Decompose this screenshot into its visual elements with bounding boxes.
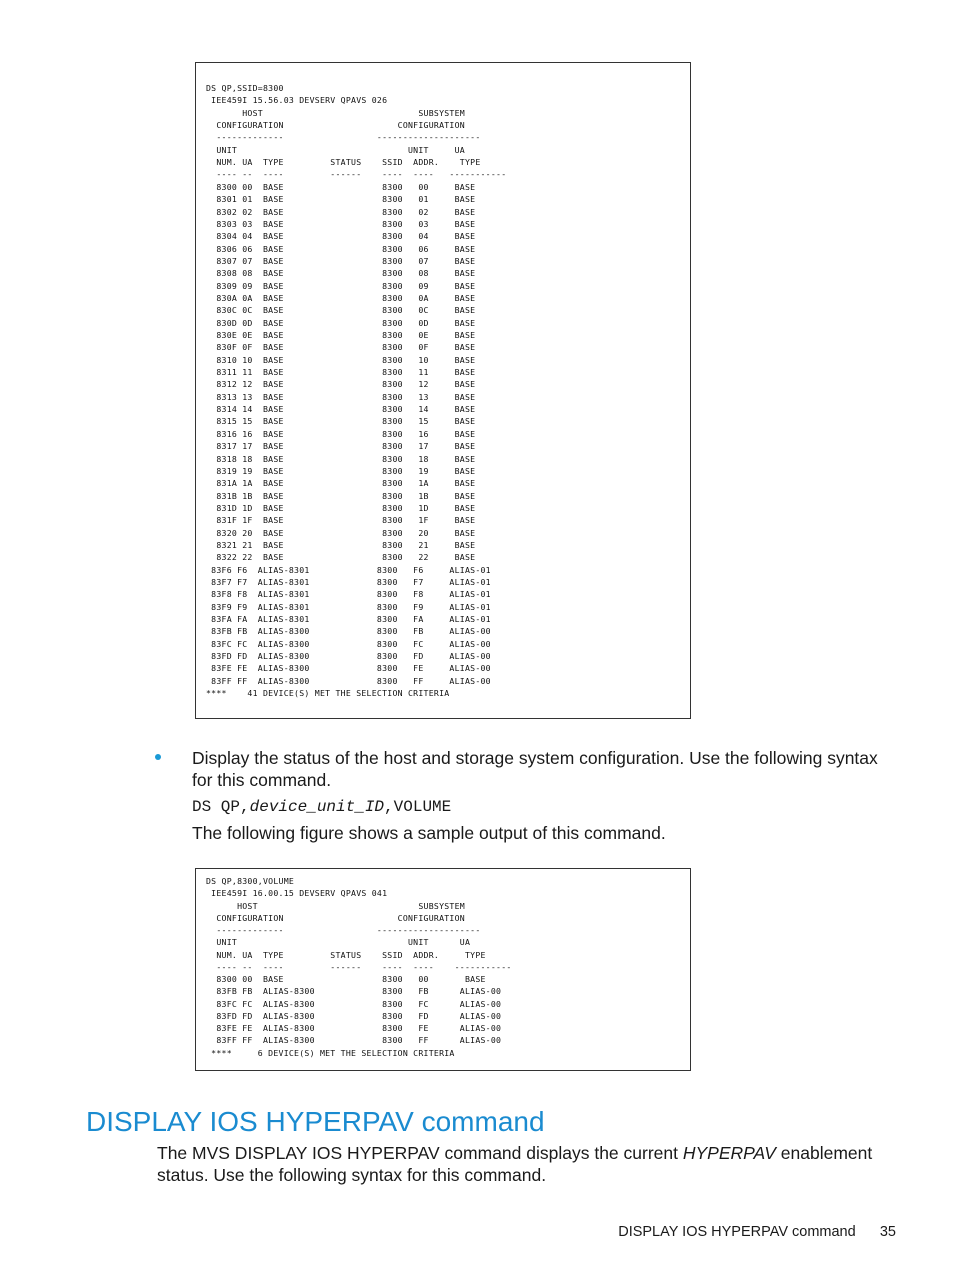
output-line: 83FD FD ALIAS-8300 8300 FD ALIAS-00 xyxy=(206,651,491,662)
output-line: 8308 08 BASE 8300 08 BASE xyxy=(206,268,476,279)
output-line: 8312 12 BASE 8300 12 BASE xyxy=(206,379,476,390)
output-line: 831B 1B BASE 8300 1B BASE xyxy=(206,490,476,501)
output-line: 8315 15 BASE 8300 15 BASE xyxy=(206,416,476,427)
output-line: 83FB FB ALIAS-8300 8300 FB ALIAS-00 xyxy=(206,986,502,997)
output-line: 8320 20 BASE 8300 20 BASE xyxy=(206,527,476,538)
output-line: UNIT UNIT UA xyxy=(206,144,465,155)
output-line: ---- -- ---- ------ ---- ---- ----------- xyxy=(206,169,507,180)
footer-title: DISPLAY IOS HYPERPAV command xyxy=(618,1224,856,1240)
output-line: 8322 22 BASE 8300 22 BASE xyxy=(206,552,476,563)
output-line: 8307 07 BASE 8300 07 BASE xyxy=(206,255,476,266)
output-line: 831F 1F BASE 8300 1F BASE xyxy=(206,515,476,526)
command-output-figure-2 xyxy=(195,868,691,1071)
output-line: 830A 0A BASE 8300 0A BASE xyxy=(206,292,476,303)
output-line: 83FB FB ALIAS-8300 8300 FB ALIAS-00 xyxy=(206,626,491,637)
output-line: HOST SUBSYSTEM xyxy=(206,900,465,911)
page-footer xyxy=(618,1222,896,1242)
output-line: ------------- -------------------- xyxy=(206,925,481,935)
output-line: DS QP,SSID=8300 xyxy=(206,83,284,93)
command-syntax xyxy=(192,797,451,817)
output-line: DS QP,8300,VOLUME xyxy=(206,876,295,886)
output-line: ---- -- ---- ------ ---- ---- ----------- xyxy=(206,961,512,972)
output-line: 8318 18 BASE 8300 18 BASE xyxy=(206,453,476,464)
output-line: 83FD FD ALIAS-8300 8300 FD ALIAS-00 xyxy=(206,1010,502,1021)
output-line: 83F7 F7 ALIAS-8301 8300 F7 ALIAS-01 xyxy=(206,577,491,587)
command-output-figure-1 xyxy=(195,62,691,719)
output-line: **** 41 DEVICE(S) MET THE SELECTION CRITERIA xyxy=(206,688,450,699)
output-line: 8319 19 BASE 8300 19 BASE xyxy=(206,465,476,476)
output-line: IEE459I 15.56.03 DEVSERV QPAVS 026 xyxy=(206,95,388,106)
output-line: 83FE FE ALIAS-8300 8300 FE ALIAS-00 xyxy=(206,663,491,674)
output-line: IEE459I 16.00.15 DEVSERV QPAVS 041 xyxy=(206,888,388,899)
output-line: 8314 14 BASE 8300 14 BASE xyxy=(206,404,476,415)
output-line: 83F6 F6 ALIAS-8301 8300 F6 ALIAS-01 xyxy=(206,564,491,575)
output-line: 830C 0C BASE 8300 0C BASE xyxy=(206,305,476,316)
output-line: 830E 0E BASE 8300 0E BASE xyxy=(206,330,476,340)
output-line: ------------- -------------------- xyxy=(206,132,481,143)
output-line: NUM. UA TYPE STATUS SSID ADDR. TYPE xyxy=(206,157,481,168)
output-line: 83FC FC ALIAS-8300 8300 FC ALIAS-00 xyxy=(206,998,502,1009)
figure-intro-text: The following figure shows a sample output of this command. xyxy=(192,823,666,843)
output-line: 8301 01 BASE 8300 01 BASE xyxy=(206,194,476,205)
section-heading: DISPLAY IOS HYPERPAV command xyxy=(86,1106,545,1137)
output-line: 8317 17 BASE 8300 17 BASE xyxy=(206,441,476,452)
syntax-suffix: ,VOLUME xyxy=(384,798,452,816)
output-line: 8303 03 BASE 8300 03 BASE xyxy=(206,218,476,229)
output-line: 83F9 F9 ALIAS-8301 8300 F9 ALIAS-01 xyxy=(206,601,491,612)
output-line: 8306 06 BASE 8300 06 BASE xyxy=(206,243,476,254)
output-line: 8310 10 BASE 8300 10 BASE xyxy=(206,354,476,365)
output-line: NUM. UA TYPE STATUS SSID ADDR. TYPE xyxy=(206,949,486,960)
output-line: 83FE FE ALIAS-8300 8300 FE ALIAS-00 xyxy=(206,1023,502,1033)
output-line: 8321 21 BASE 8300 21 BASE xyxy=(206,539,476,550)
output-line: 831A 1A BASE 8300 1A BASE xyxy=(206,478,476,489)
output-line: 8309 09 BASE 8300 09 BASE xyxy=(206,280,476,291)
output-line: 831D 1D BASE 8300 1D BASE xyxy=(206,502,476,513)
output-line: 83FC FC ALIAS-8300 8300 FC ALIAS-00 xyxy=(206,638,491,649)
output-line: 83FF FF ALIAS-8300 8300 FF ALIAS-00 xyxy=(206,1035,502,1046)
output-line: 83FA FA ALIAS-8301 8300 FA ALIAS-01 xyxy=(206,614,491,625)
output-line: 8311 11 BASE 8300 11 BASE xyxy=(206,367,476,378)
output-line: 8316 16 BASE 8300 16 BASE xyxy=(206,428,476,439)
paragraph-text-before: The MVS DISPLAY IOS HYPERPAV command displays the current xyxy=(157,1143,683,1163)
section-paragraph xyxy=(157,1143,897,1186)
output-line: 8304 04 BASE 8300 04 BASE xyxy=(206,231,476,242)
paragraph-emphasis: HYPERPAV xyxy=(682,1143,776,1163)
output-line: 83FF FF ALIAS-8300 8300 FF ALIAS-00 xyxy=(206,675,491,686)
bullet-dot-icon xyxy=(155,754,161,760)
bullet-text: Display the status of the host and storage system configuration. Use the following syntax for this command. xyxy=(192,748,878,790)
output-line: 8300 00 BASE 8300 00 BASE xyxy=(206,974,486,984)
syntax-variable: device_unit_ID xyxy=(249,798,385,816)
output-line: 8300 00 BASE 8300 00 BASE xyxy=(206,181,476,192)
output-line: CONFIGURATION CONFIGURATION xyxy=(206,120,465,131)
syntax-prefix: DS QP, xyxy=(192,798,250,816)
output-line: 830D 0D BASE 8300 0D BASE xyxy=(206,317,476,328)
output-line: HOST SUBSYSTEM xyxy=(206,107,465,118)
output-line: **** 6 DEVICE(S) MET THE SELECTION CRITERIA xyxy=(206,1047,455,1058)
page-number: 35 xyxy=(879,1224,896,1240)
output-line: CONFIGURATION CONFIGURATION xyxy=(206,912,465,923)
paragraph-text-after: enablement status. Use the following syntax for this command. xyxy=(157,1143,873,1185)
output-line: 8313 13 BASE 8300 13 BASE xyxy=(206,391,476,402)
output-line: 83F8 F8 ALIAS-8301 8300 F8 ALIAS-01 xyxy=(206,589,491,600)
output-line: UNIT UNIT UA xyxy=(206,937,471,948)
output-line: 830F 0F BASE 8300 0F BASE xyxy=(206,342,476,353)
output-line: 8302 02 BASE 8300 02 BASE xyxy=(206,206,476,217)
